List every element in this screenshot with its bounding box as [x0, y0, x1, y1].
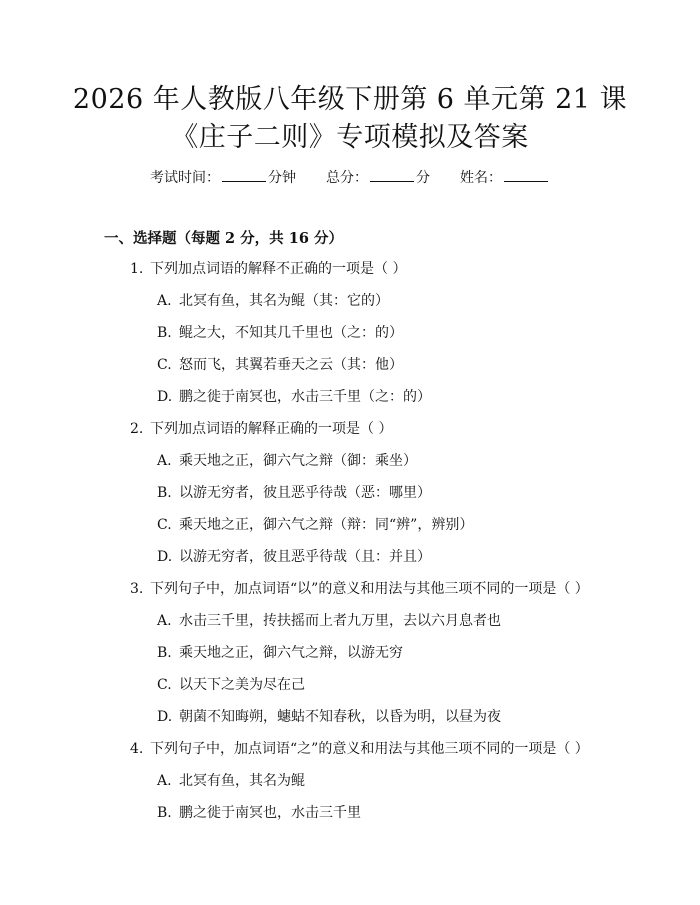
question-number: 4.	[130, 741, 144, 757]
option-text: 以游无穷者，彼且恶乎待哉（恶：哪里）	[179, 485, 431, 501]
option-letter: D.	[157, 709, 173, 725]
answer-option	[0, 482, 700, 514]
option-letter: A.	[157, 613, 172, 629]
option-letter: A.	[157, 293, 172, 309]
exam-time-unit: 分钟	[268, 170, 296, 186]
option-letter: C.	[157, 517, 172, 533]
answer-option	[0, 610, 700, 642]
question-stem	[0, 738, 700, 770]
exam-info-row	[0, 168, 700, 188]
total-score-blank	[370, 168, 414, 182]
exam-time-blank	[222, 168, 266, 182]
total-score-field	[326, 168, 430, 188]
option-letter: B.	[157, 805, 172, 821]
option-text: 水击三千里，抟扶摇而上者九万里，去以六月息者也	[179, 613, 501, 629]
page-title-line1: 2026 年人教版八年级下册第 6 单元第 21 课	[72, 84, 628, 115]
answer-option	[0, 802, 700, 834]
answer-option	[0, 322, 700, 354]
section-title: 一、选择题（每题 2 分，共 16 分）	[104, 230, 343, 247]
question-stem	[0, 418, 700, 450]
question-text: 下列加点词语的解释不正确的一项是（ ）	[150, 261, 407, 277]
answer-option	[0, 770, 700, 802]
option-letter: C.	[157, 357, 172, 373]
exam-time-field	[150, 168, 296, 188]
answer-option	[0, 354, 700, 386]
option-text: 鹏之徙于南冥也，水击三千里	[179, 805, 361, 821]
option-text: 怒而飞，其翼若垂天之云（其：他）	[179, 357, 403, 373]
option-text: 朝菌不知晦朔，蟪蛄不知春秋，以昏为明，以昼为夜	[179, 709, 501, 725]
question-text: 下列句子中，加点词语“之”的意义和用法与其他三项不同的一项是（ ）	[150, 741, 589, 757]
question-number: 3.	[130, 581, 144, 597]
total-score-unit: 分	[416, 170, 430, 186]
name-label: 姓名：	[460, 170, 502, 186]
option-text: 乘天地之正，御六气之辩，以游无穷	[179, 645, 403, 661]
exam-time-label: 考试时间：	[150, 170, 220, 186]
option-letter: C.	[157, 677, 172, 693]
option-letter: D.	[157, 549, 173, 565]
answer-option	[0, 290, 700, 322]
name-blank	[504, 168, 548, 182]
answer-option	[0, 450, 700, 482]
option-letter: A.	[157, 773, 172, 789]
option-text: 北冥有鱼，其名为鲲	[179, 773, 305, 789]
answer-option	[0, 514, 700, 546]
option-letter: A.	[157, 453, 172, 469]
name-field	[460, 168, 550, 188]
question-number: 1.	[130, 261, 144, 277]
option-letter: B.	[157, 325, 172, 341]
option-text: 北冥有鱼，其名为鲲（其：它的）	[179, 293, 389, 309]
option-text: 鹏之徙于南冥也，水击三千里（之：的）	[179, 389, 431, 405]
option-text: 乘天地之正，御六气之辩（御：乘坐）	[179, 453, 417, 469]
question-stem	[0, 258, 700, 290]
total-score-label: 总分：	[326, 170, 368, 186]
option-text: 以天下之美为尽在己	[179, 677, 305, 693]
answer-option	[0, 706, 700, 738]
page-title-line2: 《庄子二则》专项模拟及答案	[171, 122, 529, 153]
option-letter: B.	[157, 485, 172, 501]
answer-option	[0, 386, 700, 418]
option-text: 鲲之大，不知其几千里也（之：的）	[179, 325, 403, 341]
option-text: 以游无穷者，彼且恶乎待哉（且：并且）	[179, 549, 431, 565]
option-letter: D.	[157, 389, 173, 405]
question-text: 下列句子中，加点词语“以”的意义和用法与其他三项不同的一项是（ ）	[150, 581, 589, 597]
option-letter: B.	[157, 645, 172, 661]
answer-option	[0, 642, 700, 674]
question-number: 2.	[130, 421, 144, 437]
question-text: 下列加点词语的解释正确的一项是（ ）	[150, 421, 393, 437]
question-stem	[0, 578, 700, 610]
answer-option	[0, 674, 700, 706]
answer-option	[0, 546, 700, 578]
question-list	[0, 258, 700, 834]
option-text: 乘天地之正，御六气之辩（辩：同“辨”，辨别）	[179, 517, 474, 533]
